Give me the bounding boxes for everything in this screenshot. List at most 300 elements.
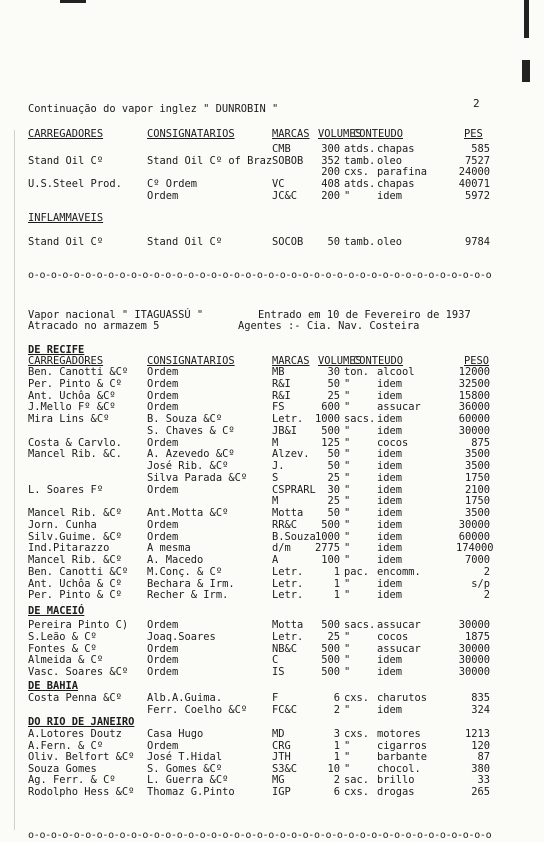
conteudo-cell: idem <box>377 554 403 566</box>
unit-cell: " <box>344 666 351 679</box>
column-header-row <box>0 128 544 140</box>
volume-cell: 1000 <box>314 413 340 425</box>
origin-line <box>0 605 544 617</box>
volume-cell: 25 <box>327 389 340 402</box>
consignatario-cell: Casa Hugo <box>147 728 204 740</box>
table-row <box>0 166 544 178</box>
peso-cell: 380 <box>471 762 490 775</box>
consignatario-cell: Ordem <box>147 401 179 414</box>
conteudo-cell: assucar <box>377 401 421 414</box>
peso-cell: 30000 <box>458 619 490 631</box>
scan-mark <box>60 0 86 3</box>
volume-cell: 50 <box>327 236 340 248</box>
volume-cell: 500 <box>321 424 340 437</box>
header-marcas: MARCAS <box>272 128 310 140</box>
volume-cell: 600 <box>321 401 340 414</box>
marca-cell: C <box>272 654 279 667</box>
table-row <box>0 460 544 472</box>
consignatario-cell: A. Azevedo &Cº <box>147 448 235 461</box>
carregador-cell: Costa & Carvlo. <box>28 436 122 449</box>
volume-cell: 6 <box>333 692 340 704</box>
marca-cell: SOBOB <box>272 155 304 167</box>
page-title: Continuação do vapor inglez " DUNROBIN " <box>28 103 279 115</box>
volume-cell: 25 <box>327 630 340 643</box>
table-row <box>0 566 544 578</box>
peso-cell: 7000 <box>464 554 490 566</box>
header-carregadores: CARREGADORES <box>28 128 104 140</box>
table-row <box>0 236 544 248</box>
peso-cell: 33 <box>477 774 490 787</box>
origin-line <box>0 716 544 728</box>
marca-cell: M <box>272 436 279 449</box>
conteudo-cell: idem <box>377 495 403 508</box>
header-peso: PES <box>464 128 483 140</box>
consignatario-cell: Ordem <box>147 190 179 202</box>
consignatario-cell: Ordem <box>147 389 179 402</box>
table-row <box>0 448 544 460</box>
marca-cell: J. <box>272 460 285 472</box>
peso-cell: 30000 <box>458 642 490 655</box>
volume-cell: 408 <box>321 178 340 190</box>
marca-cell: Letr. <box>272 577 304 590</box>
page-number: 2 <box>473 97 480 110</box>
peso-cell: 3500 <box>464 507 490 519</box>
separator-line <box>0 270 544 282</box>
unit-cell: " <box>344 389 351 402</box>
consignatario-cell: Ordem <box>147 642 179 655</box>
volume-cell: 200 <box>321 166 340 178</box>
table-row <box>0 484 544 496</box>
carregador-cell: Oliv. Belfort &Cº <box>28 751 135 764</box>
consignatario-cell: Ferr. Coelho &Cº <box>147 704 248 716</box>
conteudo-cell: idem <box>377 577 403 590</box>
conteudo-cell: oleo <box>377 155 403 167</box>
carregador-cell: Rodolpho Hess &Cº <box>28 786 135 798</box>
volume-cell: 1000 <box>314 530 340 543</box>
conteudo-cell: cocos <box>377 436 409 449</box>
table-row <box>0 190 544 202</box>
marca-cell: FS <box>272 401 285 414</box>
table-row <box>0 589 544 601</box>
carregador-cell: Vasc. Soares &Cº <box>28 666 129 679</box>
unit-cell: " <box>344 542 351 555</box>
peso-cell: 60000 <box>458 413 490 425</box>
volume-cell: 500 <box>321 642 340 655</box>
table-row <box>0 740 544 752</box>
marca-cell: MD <box>272 728 285 740</box>
carregador-cell: Almeida & Cº <box>28 654 104 667</box>
marca-cell: FC&C <box>272 704 298 716</box>
scan-mark <box>522 60 530 82</box>
consignatario-cell: Ordem <box>147 619 179 631</box>
conteudo-cell: cigarros <box>377 739 428 752</box>
conteudo-cell: drogas <box>377 786 415 798</box>
marca-cell: M <box>272 495 279 508</box>
conteudo-cell: idem <box>377 518 403 531</box>
table-row <box>0 507 544 519</box>
consignatario-cell: Joaq.Soares <box>147 630 216 643</box>
header-peso: PESO <box>464 355 490 367</box>
conteudo-cell: chocol. <box>377 762 421 775</box>
conteudo-cell: idem <box>377 448 403 461</box>
carregador-cell: Mancel Rib. &Cº <box>28 554 122 566</box>
marca-cell: RR&C <box>272 518 298 531</box>
consignatario-cell: Ordem <box>147 654 179 667</box>
marca-cell: NB&C <box>272 642 298 655</box>
peso-cell: 875 <box>471 436 490 449</box>
inflammaveis-heading-line <box>0 212 544 224</box>
unit-cell: pac. <box>344 565 370 578</box>
conteudo-cell: idem <box>377 424 403 437</box>
peso-cell: 1750 <box>464 471 490 484</box>
carregador-cell: S.Leão & Cº <box>28 630 97 643</box>
marca-cell: JB&I <box>272 424 298 437</box>
carregador-cell: A.Fern. & Cº <box>28 739 104 752</box>
carregador-cell: Per. Pinto & Cº <box>28 589 122 602</box>
table-row <box>0 578 544 590</box>
conteudo-cell: idem <box>377 389 403 402</box>
consignatario-cell: José T.Hidal <box>147 751 223 764</box>
unit-cell: " <box>344 642 351 655</box>
conteudo-cell: charutos <box>377 692 428 704</box>
carregador-cell: J.Mello Fº &Cº <box>28 401 116 414</box>
peso-cell: 40071 <box>458 178 490 190</box>
consignatario-cell: Recher & Irm. <box>147 589 229 602</box>
carregador-cell: A.Lotores Doutz <box>28 728 122 740</box>
peso-cell: 7527 <box>464 155 490 167</box>
marca-cell: B.Souza <box>272 530 316 543</box>
table-row <box>0 619 544 631</box>
conteudo-cell: idem <box>377 190 403 202</box>
unit-cell: cxs. <box>344 692 370 704</box>
table-row <box>0 692 544 704</box>
unit-cell: ton. <box>344 366 370 378</box>
vessel-line-2 <box>0 320 544 332</box>
unit-cell: sacs. <box>344 413 376 425</box>
peso-cell: 3500 <box>464 448 490 461</box>
peso-cell: 24000 <box>458 166 490 178</box>
consignatario-cell: B. Souza &Cº <box>147 413 223 425</box>
conteudo-cell: idem <box>377 704 403 716</box>
table-row <box>0 519 544 531</box>
table-row <box>0 751 544 763</box>
conteudo-cell: idem <box>377 589 403 602</box>
peso-cell: 1750 <box>464 495 490 508</box>
consignatario-cell: Ordem <box>147 739 179 752</box>
carregador-cell: Stand Oil Cº <box>28 155 104 167</box>
separator-bottom: o-o-o-o-o-o-o-o-o-o-o-o-o-o-o-o-o-o-o-o-o-o-o-o-o-o-o-o-o-o-o-o-o-o-o-o-o-o-o-o-o <box>28 830 492 841</box>
peso-cell: 835 <box>471 692 490 704</box>
unit-cell: atds. <box>344 178 376 190</box>
volume-cell: 50 <box>327 377 340 390</box>
table-row <box>0 774 544 786</box>
volume-cell: 10 <box>327 762 340 775</box>
carregador-cell: Ben. Canotti &Cº <box>28 565 129 578</box>
consignatario-cell: Ordem <box>147 366 179 378</box>
marca-cell: Letr. <box>272 565 304 578</box>
carregador-cell: Ant. Uchôa & Cº <box>28 577 122 590</box>
berth: Atracado no armazem 5 <box>28 320 160 332</box>
consignatario-cell: A. Macedo <box>147 554 204 566</box>
conteudo-cell: chapas <box>377 178 415 190</box>
unit-cell: " <box>344 630 351 643</box>
peso-cell: 2 <box>483 565 490 578</box>
volume-cell: 200 <box>321 190 340 202</box>
conteudo-cell: idem <box>377 413 403 425</box>
unit-cell: tamb. <box>344 155 376 167</box>
conteudo-cell: idem <box>377 666 403 679</box>
unit-cell: " <box>344 460 351 472</box>
marca-cell: IS <box>272 666 285 679</box>
consignatario-cell: Ordem <box>147 666 179 679</box>
peso-cell: 32500 <box>458 377 490 390</box>
unit-cell: " <box>344 401 351 414</box>
marca-cell: S3&C <box>272 762 298 775</box>
marca-cell: JC&C <box>272 190 298 202</box>
peso-cell: 1875 <box>464 630 490 643</box>
conteudo-cell: parafina <box>377 166 428 178</box>
table-row <box>0 728 544 740</box>
volume-cell: 100 <box>321 554 340 566</box>
consignatario-cell: M.Conç. & Cº <box>147 565 223 578</box>
volume-cell: 25 <box>327 495 340 508</box>
marca-cell: MB <box>272 366 285 378</box>
table-row <box>0 366 544 378</box>
table-row <box>0 542 544 554</box>
conteudo-cell: alcool <box>377 366 415 378</box>
conteudo-cell: idem <box>377 483 403 496</box>
peso-cell: 174000 <box>456 542 494 555</box>
unit-cell: " <box>344 518 351 531</box>
marca-cell: Motta <box>272 619 304 631</box>
origin-line <box>0 680 544 692</box>
consignatario-cell: Stand Oil Cº <box>147 236 223 248</box>
table-row <box>0 631 544 643</box>
peso-cell: s/p <box>471 577 490 590</box>
unit-cell: tamb. <box>344 236 376 248</box>
header-marcas: MARCAS <box>272 355 310 367</box>
table-row <box>0 531 544 543</box>
conteudo-cell: idem <box>377 507 403 519</box>
carregador-cell: Jorn. Cunha <box>28 518 97 531</box>
volume-cell: 50 <box>327 507 340 519</box>
unit-cell: " <box>344 471 351 484</box>
table-row <box>0 390 544 402</box>
conteudo-cell: idem <box>377 542 403 555</box>
scan-mark <box>524 0 529 38</box>
conteudo-cell: idem <box>377 654 403 667</box>
peso-cell: 30000 <box>458 666 490 679</box>
peso-cell: 585 <box>471 143 490 155</box>
peso-cell: 2 <box>483 589 490 602</box>
carregador-cell: Fontes & Cº <box>28 642 97 655</box>
peso-cell: 3500 <box>464 460 490 472</box>
peso-cell: 1213 <box>464 728 490 740</box>
volume-cell: 30 <box>327 483 340 496</box>
marca-cell: Letr. <box>272 589 304 602</box>
volume-cell: 300 <box>321 143 340 155</box>
marca-cell: IGP <box>272 786 291 798</box>
volume-cell: 2 <box>333 704 340 716</box>
volume-cell: 6 <box>333 786 340 798</box>
carregador-cell: Ant. Uchôa &Cº <box>28 389 116 402</box>
marca-cell: Alzev. <box>272 448 310 461</box>
peso-cell: 9784 <box>464 236 490 248</box>
volume-cell: 1 <box>333 577 340 590</box>
conteudo-cell: encomm. <box>377 565 421 578</box>
marca-cell: R&I <box>272 377 291 390</box>
volume-cell: 500 <box>321 619 340 631</box>
conteudo-cell: barbante <box>377 751 428 764</box>
consignatario-cell: José Rib. &Cº <box>147 460 229 472</box>
marca-cell: MG <box>272 774 285 787</box>
carregador-cell: Souza Gomes <box>28 762 97 775</box>
carregador-cell: Ben. Canotti &Cº <box>28 366 129 378</box>
peso-cell: 15800 <box>458 389 490 402</box>
table-row <box>0 554 544 566</box>
unit-cell: " <box>344 190 351 202</box>
marca-cell: Letr. <box>272 413 304 425</box>
consignatario-cell: L. Guerra &Cº <box>147 774 229 787</box>
carregador-cell: Pereira Pinto C) <box>28 619 129 631</box>
unit-cell: " <box>344 577 351 590</box>
table-row <box>0 437 544 449</box>
unit-cell: cxs. <box>344 786 370 798</box>
carregador-cell: U.S.Steel Prod. <box>28 178 122 190</box>
volume-cell: 1 <box>333 565 340 578</box>
agents: Agentes :- Cia. Nav. Costeira <box>238 320 420 332</box>
table-row <box>0 472 544 484</box>
peso-cell: 30000 <box>458 654 490 667</box>
unit-cell: sacs. <box>344 619 376 631</box>
peso-cell: 36000 <box>458 401 490 414</box>
conteudo-cell: idem <box>377 377 403 390</box>
marca-cell: SOCOB <box>272 236 304 248</box>
table-row <box>0 401 544 413</box>
consignatario-cell: Silva Parada &Cº <box>147 471 248 484</box>
unit-cell: " <box>344 483 351 496</box>
carregador-cell: Silv.Guime. &Cº <box>28 530 122 543</box>
unit-cell: " <box>344 704 351 716</box>
volume-cell: 50 <box>327 460 340 472</box>
marca-cell: CRG <box>272 739 291 752</box>
table-row <box>0 704 544 716</box>
volume-cell: 352 <box>321 155 340 167</box>
volume-cell: 50 <box>327 448 340 461</box>
header-consignatarios: CONSIGNATARIOS <box>147 128 235 140</box>
volume-cell: 2 <box>333 774 340 787</box>
marca-cell: F <box>272 692 279 704</box>
table-row <box>0 378 544 390</box>
marca-cell: JTH <box>272 751 291 764</box>
consignatario-cell: A mesma <box>147 542 191 555</box>
unit-cell: " <box>344 377 351 390</box>
volume-cell: 3 <box>333 728 340 740</box>
peso-cell: 324 <box>471 704 490 716</box>
volume-cell: 500 <box>321 518 340 531</box>
volume-cell: 30 <box>327 366 340 378</box>
conteudo-cell: brillo <box>377 774 415 787</box>
separator-line <box>0 830 544 842</box>
marca-cell: d/m <box>272 542 291 555</box>
table-row <box>0 143 544 155</box>
consignatario-cell: S. Gomes &Cº <box>147 762 223 775</box>
marca-cell: Motta <box>272 507 304 519</box>
unit-cell: " <box>344 424 351 437</box>
inflammaveis-heading: INFLAMMAVEIS <box>28 212 104 224</box>
unit-cell: " <box>344 495 351 508</box>
consignatario-cell: Cº Ordem <box>147 178 198 190</box>
carregador-cell: Mancel Rib. &Cº <box>28 507 122 519</box>
unit-cell: " <box>344 762 351 775</box>
consignatario-cell: Bechara & Irm. <box>147 577 235 590</box>
carregador-cell: Per. Pinto & Cº <box>28 377 122 390</box>
vessel-name: Vapor nacional " ITAGUASSÚ " <box>28 309 204 321</box>
origin-recife: DE RECIFE <box>28 344 85 356</box>
volume-cell: 1 <box>333 751 340 764</box>
peso-cell: 12000 <box>458 366 490 378</box>
peso-cell: 5972 <box>464 190 490 202</box>
carregador-cell: Ag. Ferr. & Cº <box>28 774 116 787</box>
marca-cell: R&I <box>272 389 291 402</box>
marca-cell: A <box>272 554 279 566</box>
unit-cell: cxs. <box>344 166 370 178</box>
carregador-cell: Costa Penna &Cº <box>28 692 122 704</box>
conteudo-cell: idem <box>377 460 403 472</box>
unit-cell: " <box>344 436 351 449</box>
marca-cell: CSPRARL <box>272 483 316 496</box>
volume-cell: 1 <box>333 589 340 602</box>
header-volumes: VOLUMES <box>318 128 362 140</box>
carregador-cell: L. Soares Fº <box>28 483 104 496</box>
consignatario-cell: Alb.A.Guima. <box>147 692 223 704</box>
consignatario-cell: Thomaz G.Pinto <box>147 786 235 798</box>
volume-cell: 500 <box>321 666 340 679</box>
consignatario-cell: Ant.Motta &Cº <box>147 507 229 519</box>
marca-cell: Letr. <box>272 630 304 643</box>
conteudo-cell: cocos <box>377 630 409 643</box>
peso-cell: 87 <box>477 751 490 764</box>
unit-cell: " <box>344 751 351 764</box>
carregador-cell: Ind.Pitarazzo <box>28 542 110 555</box>
conteudo-cell: motores <box>377 728 421 740</box>
header-volumes: VOLUMES <box>318 355 362 367</box>
carregador-cell: Mancel Rib. &C. <box>28 448 122 461</box>
conteudo-cell: assucar <box>377 642 421 655</box>
conteudo-cell: idem <box>377 471 403 484</box>
marca-cell: S <box>272 471 279 484</box>
header-conteudo: CONTEUDO <box>353 355 404 367</box>
table-row <box>0 425 544 437</box>
unit-cell: " <box>344 530 351 543</box>
volume-cell: 1 <box>333 739 340 752</box>
volume-cell: 500 <box>321 654 340 667</box>
peso-cell: 120 <box>471 739 490 752</box>
volume-cell: 125 <box>321 436 340 449</box>
unit-cell: " <box>344 589 351 602</box>
peso-cell: 60000 <box>458 530 490 543</box>
peso-cell: 2100 <box>464 483 490 496</box>
unit-cell: " <box>344 554 351 566</box>
conteudo-cell: chapas <box>377 143 415 155</box>
table-row <box>0 413 544 425</box>
consignatario-cell: S. Chaves & Cº <box>147 424 235 437</box>
arrival-date: Entrado em 10 de Fevereiro de 1937 <box>258 309 471 321</box>
unit-cell: sac. <box>344 774 370 787</box>
header-carregadores: CARREGADORES <box>28 355 104 367</box>
origin-maceio: DE MACEIÓ <box>28 605 85 617</box>
separator: o-o-o-o-o-o-o-o-o-o-o-o-o-o-o-o-o-o-o-o-o-o-o-o-o-o-o-o-o-o-o-o-o-o-o-o-o-o-o-o-o <box>28 270 492 281</box>
